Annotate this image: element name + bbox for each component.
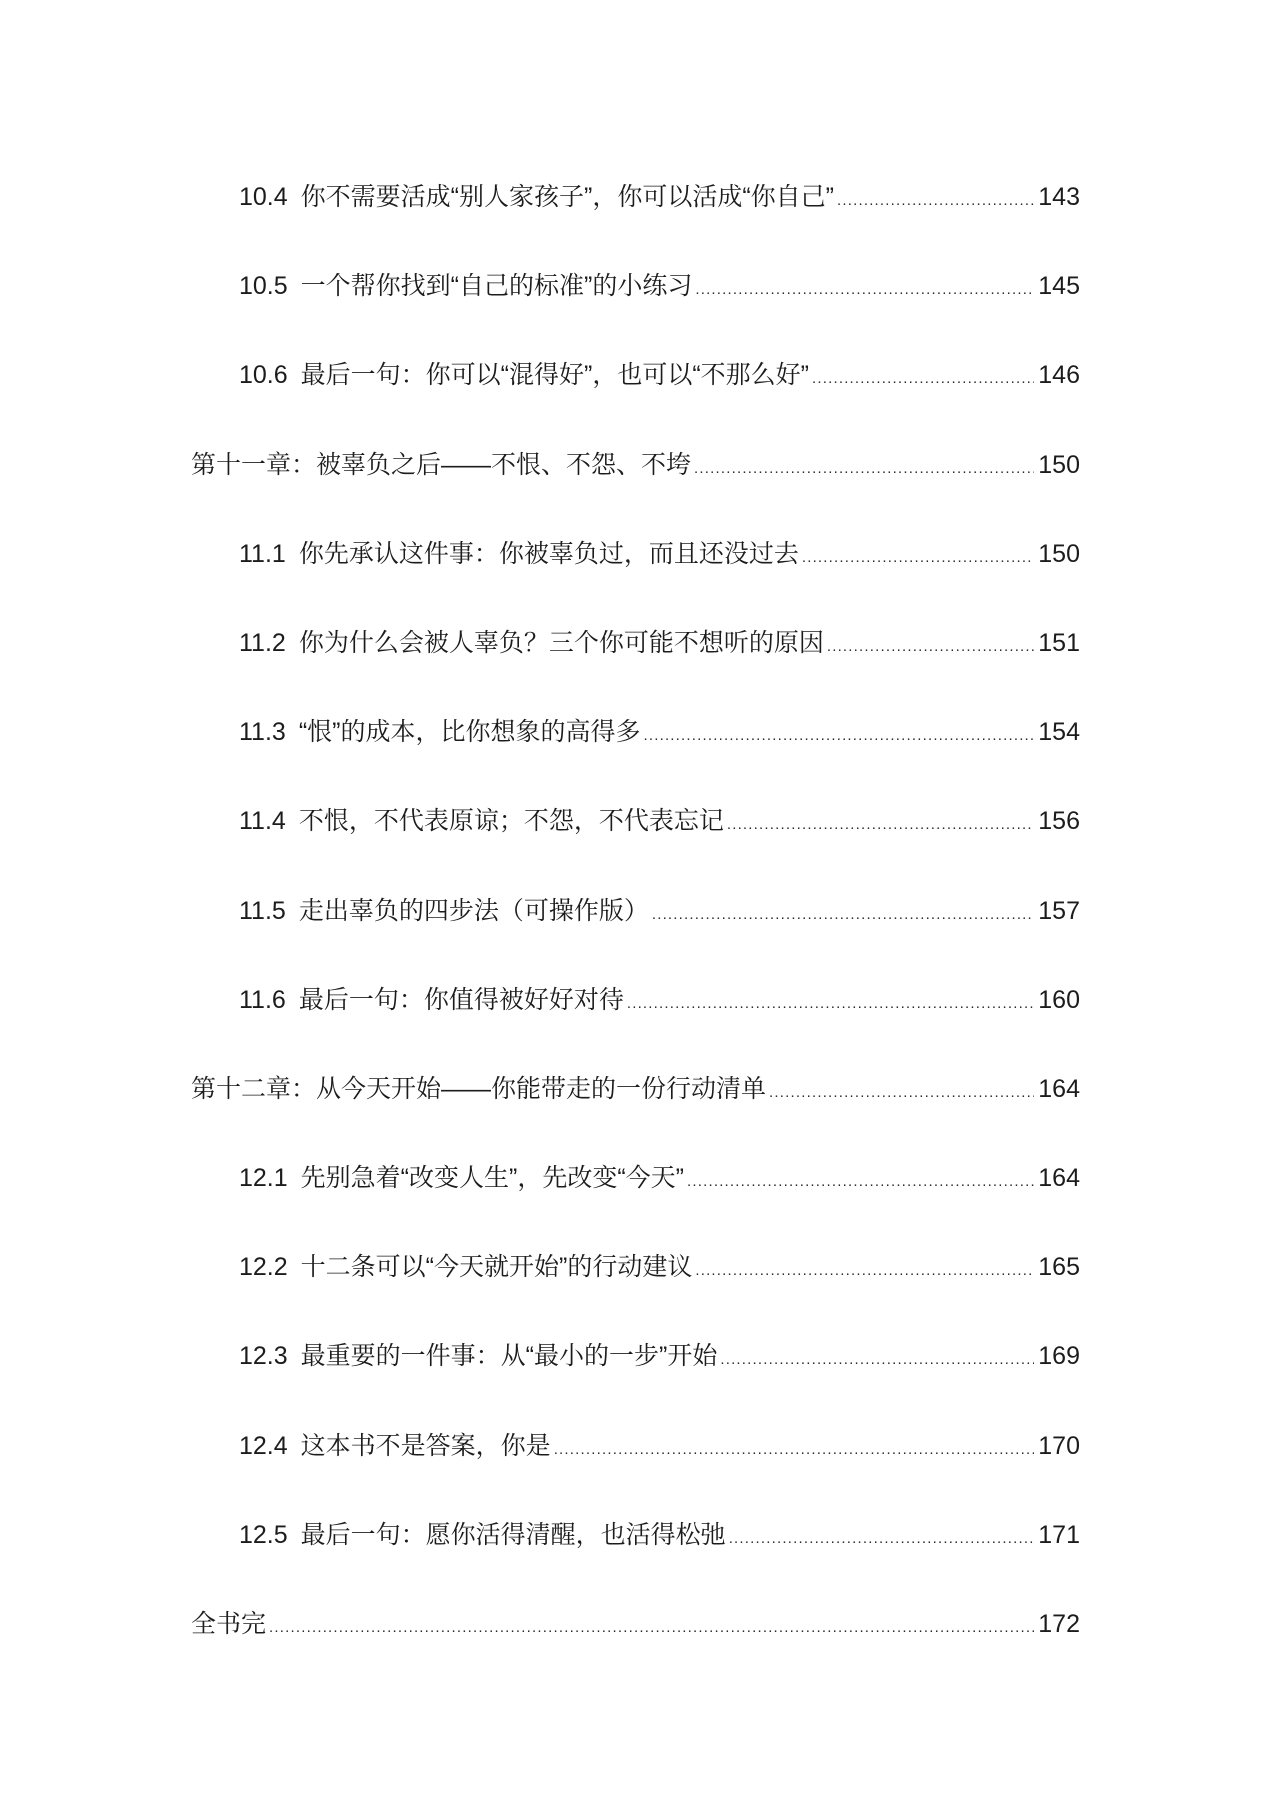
page-number: 164 bbox=[1038, 1074, 1080, 1103]
dot-leader bbox=[812, 334, 1034, 423]
page-number: 157 bbox=[1038, 896, 1080, 925]
page-number: 164 bbox=[1038, 1164, 1080, 1193]
page-number: 170 bbox=[1038, 1431, 1080, 1460]
section-number: 12.1 bbox=[239, 1164, 288, 1193]
toc-entry-section-11-3 bbox=[191, 688, 1080, 777]
chapter-title: 第十二章：从今天开始——你能带走的一份行动清单 bbox=[191, 1074, 767, 1103]
toc-entry-section-11-5 bbox=[191, 867, 1080, 956]
section-number: 12.2 bbox=[239, 1253, 288, 1282]
section-title: “恨”的成本，比你想象的高得多 bbox=[298, 718, 641, 747]
toc-entry-section-11-1 bbox=[191, 510, 1080, 599]
dot-leader bbox=[769, 1048, 1034, 1137]
page-number: 169 bbox=[1038, 1342, 1080, 1371]
dot-leader bbox=[695, 1226, 1034, 1315]
toc-entry-section-10-4 bbox=[191, 153, 1080, 242]
table-of-contents bbox=[191, 153, 1080, 1669]
dot-leader bbox=[802, 513, 1034, 602]
toc-entry-section-11-2 bbox=[191, 599, 1080, 688]
dot-leader bbox=[554, 1405, 1035, 1494]
section-title: 最重要的一件事：从“最小的一步”开始 bbox=[300, 1342, 718, 1371]
section-number: 11.3 bbox=[239, 718, 286, 747]
dot-leader bbox=[652, 870, 1034, 959]
page-number: 143 bbox=[1038, 183, 1080, 211]
page-number: 160 bbox=[1038, 985, 1080, 1014]
section-title: 走出辜负的四步法（可操作版） bbox=[298, 896, 649, 925]
toc-entry-section-12-5 bbox=[191, 1491, 1080, 1580]
page-number: 165 bbox=[1038, 1253, 1080, 1282]
toc-entry-chapter-11 bbox=[191, 421, 1080, 510]
section-title: 最后一句：你值得被好好对待 bbox=[298, 985, 624, 1014]
section-number: 11.4 bbox=[239, 807, 286, 836]
section-title: 你先承认这件事：你被辜负过，而且还没过去 bbox=[298, 539, 799, 568]
chapter-title: 第十一章：被辜负之后——不恨、不怨、不垮 bbox=[191, 450, 692, 479]
dot-leader bbox=[720, 1315, 1034, 1404]
toc-entry-section-12-3 bbox=[191, 1312, 1080, 1401]
section-title: 不恨，不代表原谅；不怨，不代表忘记 bbox=[298, 807, 724, 836]
dot-leader bbox=[837, 156, 1034, 245]
section-number: 11.1 bbox=[239, 539, 286, 568]
page-number: 150 bbox=[1038, 539, 1080, 568]
section-title: 你不需要活成“别人家孩子”，你可以活成“你自己” bbox=[300, 183, 834, 211]
dot-leader bbox=[729, 1494, 1035, 1583]
section-title: 先别急着“改变人生”，先改变“今天” bbox=[300, 1164, 684, 1193]
page-number: 154 bbox=[1038, 718, 1080, 747]
end-title: 全书完 bbox=[191, 1610, 267, 1638]
section-number: 12.5 bbox=[239, 1520, 288, 1549]
page-number: 145 bbox=[1038, 272, 1080, 301]
section-number: 12.3 bbox=[239, 1342, 288, 1371]
page-number: 171 bbox=[1038, 1520, 1080, 1549]
toc-entry-section-10-6 bbox=[191, 331, 1080, 420]
section-number: 10.6 bbox=[239, 361, 288, 390]
dot-leader bbox=[687, 1137, 1034, 1226]
toc-entry-section-12-4 bbox=[191, 1402, 1080, 1491]
toc-entry-section-12-1 bbox=[191, 1134, 1080, 1223]
dot-leader bbox=[727, 780, 1034, 869]
toc-entry-section-11-6 bbox=[191, 956, 1080, 1045]
toc-entry-section-10-5 bbox=[191, 242, 1080, 331]
dot-leader bbox=[694, 424, 1034, 513]
section-number: 11.5 bbox=[239, 896, 286, 925]
dot-leader bbox=[627, 959, 1034, 1048]
section-number: 11.6 bbox=[239, 985, 286, 1014]
toc-entry-end bbox=[191, 1580, 1080, 1669]
section-number: 10.5 bbox=[239, 272, 288, 301]
dot-leader bbox=[695, 245, 1034, 334]
page-number: 146 bbox=[1038, 361, 1080, 390]
section-title: 最后一句：愿你活得清醒，也活得松弛 bbox=[300, 1520, 726, 1549]
page-number: 150 bbox=[1038, 450, 1080, 479]
page-number: 151 bbox=[1038, 628, 1080, 657]
page-number: 172 bbox=[1038, 1610, 1080, 1638]
section-title: 这本书不是答案，你是 bbox=[300, 1431, 551, 1460]
section-number: 12.4 bbox=[239, 1431, 288, 1460]
section-number: 11.2 bbox=[239, 628, 286, 657]
dot-leader bbox=[643, 691, 1034, 780]
page-number: 156 bbox=[1038, 807, 1080, 836]
toc-entry-section-12-2 bbox=[191, 1223, 1080, 1312]
dot-leader bbox=[269, 1583, 1034, 1672]
toc-entry-chapter-12 bbox=[191, 1045, 1080, 1134]
section-title: 你为什么会被人辜负？三个你可能不想听的原因 bbox=[298, 628, 824, 657]
section-title: 十二条可以“今天就开始”的行动建议 bbox=[300, 1253, 693, 1282]
section-title: 最后一句：你可以“混得好”，也可以“不那么好” bbox=[300, 361, 809, 390]
dot-leader bbox=[827, 602, 1034, 691]
section-title: 一个帮你找到“自己的标准”的小练习 bbox=[300, 272, 693, 301]
toc-entry-section-11-4 bbox=[191, 777, 1080, 866]
section-number: 10.4 bbox=[239, 183, 288, 211]
